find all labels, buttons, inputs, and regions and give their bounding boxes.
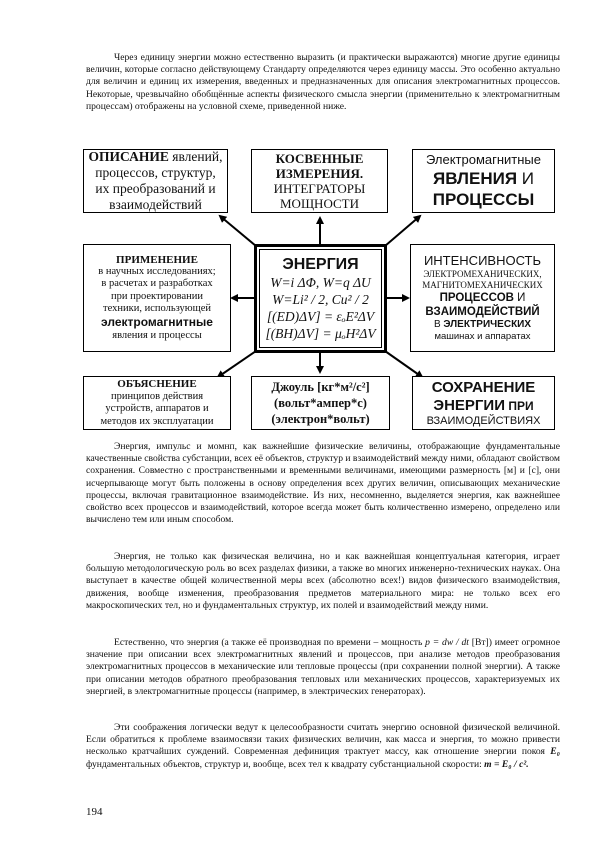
box-explanation (83, 376, 231, 430)
paragraph-3-end: [Вт]) имеет огромное значение при описании всех электромагнитных явлений и процессов, при анализе методов преобразования электромагнитных процессов в механические или тепловые процессы (при сохранении полной энергии). А также при описании методов обратного преобразования тепловых или механических процессов, характеризуемых их энергией, в электромагнитные процессы (например, в электрических генераторах). (86, 637, 560, 697)
box-application-line3: при проектировании (110, 290, 204, 302)
box-conservation-line2-bold: ЭНЕРГИИ (433, 396, 505, 414)
box-indirect-measurements (251, 149, 388, 213)
paragraph-1: Энергия, импульс и момнп, как важнейшие физические величины, отображающие фундаментальные качественные свойства субстанции, всех её объектов, структур и взаимодействий между ними, обладают свойством сохранения. Совместно с пространственными и временными величинами, имеющими размерность [м] и [с], они исчерпывающе могут быть положены в основу определения всех других величин, описывающих механические процессы, включая гравитационное взаимодействие. Из них, несомненно, выделяется энергия, как важнейшее свойство всех процессов и взаимодействий, которое всегда может быть количественно измерено, определено или вычислено тем или иным способом. (86, 441, 560, 526)
mass-formula: m = E₀ / c². (484, 758, 529, 770)
box-description-bold: ОПИСАНИЕ (88, 149, 169, 164)
paragraph-4 (86, 722, 560, 771)
page-number: 194 (86, 806, 103, 818)
box-indirect-line1: КОСВЕННЫЕ (275, 151, 364, 166)
box-intensity-line5: ВЗАИМОДЕЙСТВИЙ (425, 306, 540, 319)
box-application-line2: в расчетах и разработках (101, 278, 213, 290)
box-explanation-line3: методов их эксплуатации (100, 415, 214, 427)
box-joule-line2: (вольт*ампер*с) (274, 396, 367, 410)
box-intensity-line6-pre: В (433, 319, 444, 331)
box-intensity-line2: ЭЛЕКТРОМЕХАНИЧЕСКИХ, (423, 268, 542, 279)
box-intensity (410, 244, 555, 352)
box-indirect-line2: ИЗМЕРЕНИЯ. (275, 166, 364, 181)
rest-energy-symbol: E₀ (550, 746, 560, 758)
paragraph-2: Энергия, не только как физическая величина, но и как важнейшая концептуальная категория, играет большую методологическую роль во всех разделах физики, а также во многих инженерно-технических науках. Она выступает в качестве общей количественной меры всех (абсолютно всех!) видов физического взаимодействия, движения, вообще изменения, преобразования предметов материального мира: не только всех его макроскопических тел, но и фундаментальных структур, их полей и взаимодействий между ними. (86, 551, 560, 611)
energy-formula-4: [(BH)ΔV] = μₒH²ΔV (265, 326, 376, 341)
box-application-line1: в научных исследованиях; (98, 265, 216, 277)
box-em-phenomena (412, 149, 555, 213)
box-joule (251, 376, 390, 430)
box-intensity-line3: МАГНИТОМЕХАНИЧЕСКИХ (422, 280, 543, 290)
box-conservation-line1: СОХРАНЕНИЕ (431, 378, 536, 396)
box-description-text: явлений, процессов, структур, их преобразований и взаимодействий (95, 149, 223, 212)
box-intensity-line1: ИНТЕНСИВНОСТЬ (423, 252, 542, 268)
box-joule-line3: (электрон*вольт) (271, 412, 370, 426)
energy-title: ЭНЕРГИЯ (282, 256, 359, 273)
box-indirect-line4: МОЩНОСТИ (280, 196, 359, 211)
box-application (83, 244, 231, 352)
box-em-line1: Электромагнитные (425, 152, 542, 167)
box-explanation-title: ОБЪЯСНЕНИЕ (117, 378, 197, 390)
box-conservation-line3: ВЗАИМОДЕЙСТВИЯХ (426, 414, 541, 427)
box-conservation-line2-rest: ПРИ (505, 398, 534, 413)
energy-formula-3: [(ED)ΔV] = εₒE²ΔV (266, 309, 375, 324)
arrow-bottom-left (218, 351, 256, 377)
energy-formula-2: W=Li² / 2, Cu² / 2 (272, 292, 369, 307)
energy-formula-1: W=i ΔΦ, W=q ΔU (270, 275, 371, 290)
box-em-line3: ПРОЦЕССЫ (432, 190, 535, 209)
box-description (83, 149, 228, 213)
paragraph-4-mid: фундаментальных объектов, структур и, вообще, всех тел к квадрату субстанциальной скорости: (86, 758, 485, 770)
box-intensity-line7: машинах и аппаратах (434, 331, 531, 343)
box-em-line2-bold: ЯВЛЕНИЯ (432, 169, 518, 188)
box-explanation-line1: принципов действия (110, 390, 204, 402)
arrow-top-left (220, 216, 256, 246)
box-application-line5: электромагнитные (101, 315, 213, 330)
box-application-line6: явления и процессы (112, 330, 202, 342)
arrow-bottom-right (385, 351, 422, 377)
box-explanation-line2: устройств, аппаратов и (105, 403, 209, 414)
box-intensity-line4-bold: ПРОЦЕССОВ (439, 292, 514, 305)
intro-paragraph: Через единицу энергии можно естественно выразить (и практически выражаются) многие другие единицы величин, которые согласно действующему Стандарту определяются через единицу массы. Это особенно актуально для величин и единиц их измерения, введенных и предназначенных для описания электромагнитных процессов. Некоторые, чрезвычайно обобщённые аспекты физического смысла энергии (применительно к электромагнитным процессам) отображены на условной схеме, приведенной ниже. (86, 52, 560, 112)
paragraph-4-start: Эти соображения логически ведут к целесообразности считать энергию основной физической величиной. Если обратиться к проблеме взаимосвязи таких физических величин, как масса и энергия, то можно привести несколько кратчайших суждений. Современная дефиниция трактует массу, как отношение энергии покоя (86, 722, 560, 758)
box-indirect-line3: ИНТЕГРАТОРЫ (273, 181, 366, 196)
power-formula: p = dw / dt (425, 637, 469, 648)
box-energy (254, 244, 387, 353)
arrow-top-right (385, 216, 420, 246)
box-em-line2-rest: И (517, 169, 534, 188)
box-joule-line1: Джоуль [кг*м²/с²] (271, 380, 370, 394)
paragraph-3-start: Естественно, что энергия (а также её производная по времени – мощность (114, 637, 426, 648)
box-application-title: ПРИМЕНЕНИЕ (116, 253, 198, 266)
box-conservation (412, 376, 555, 430)
box-application-line4: техники, использующей (103, 302, 211, 314)
box-intensity-line6-bold: ЭЛЕКТРИЧЕСКИХ (443, 319, 532, 331)
box-intensity-line4-rest: И (513, 292, 526, 305)
paragraph-3 (86, 637, 560, 698)
